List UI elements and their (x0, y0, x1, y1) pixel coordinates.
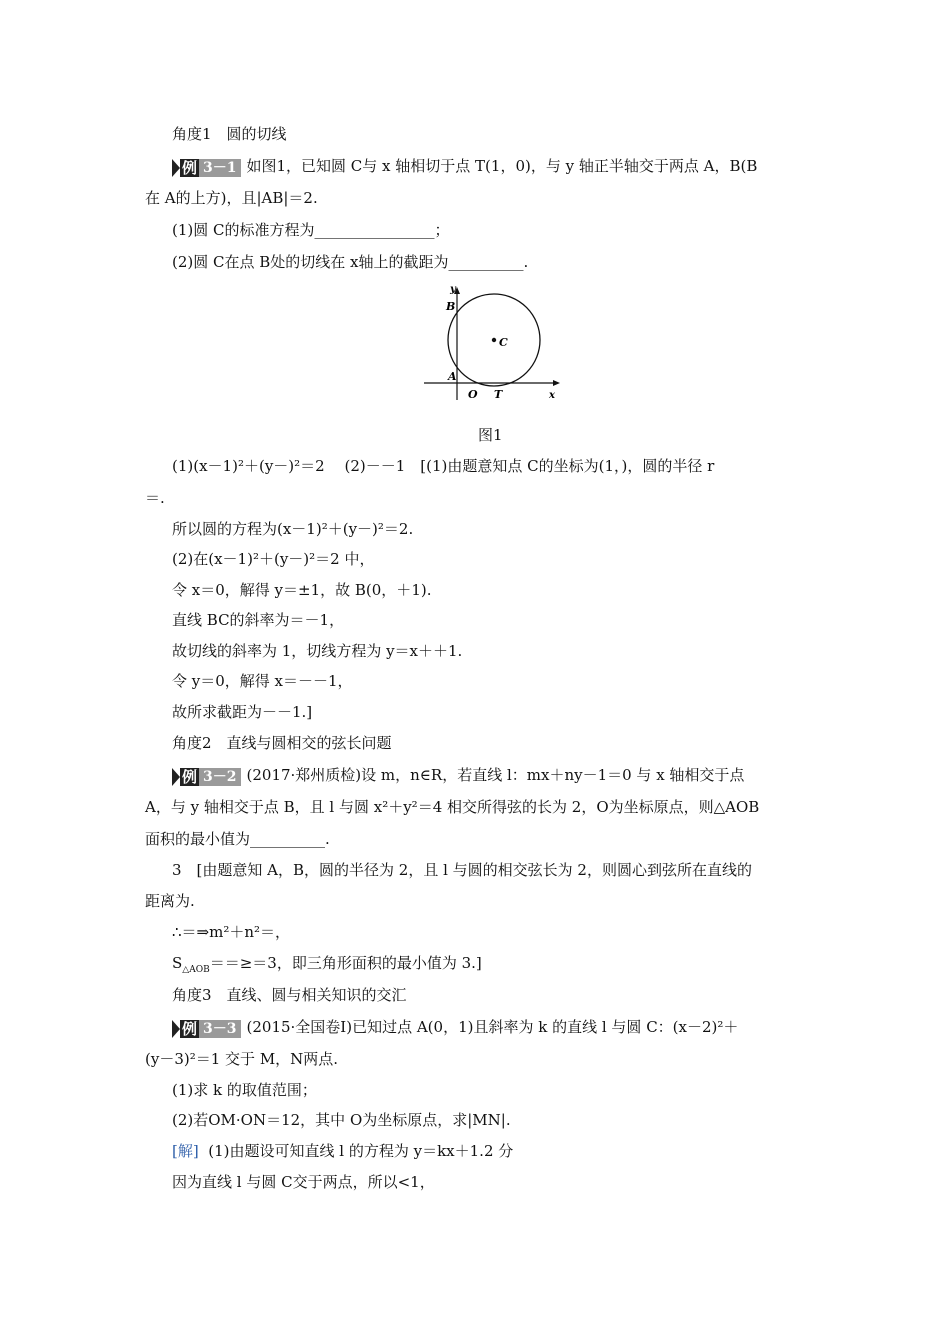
example-3-2-stem-line2: A，与 y 轴相交于点 B，且 l 与圆 x²＋y²＝4 相交所得弦的长为 2，O为坐标原点，则△AOB (145, 798, 760, 816)
example-3-3-stem-line1 (172, 1017, 738, 1038)
example-badge (172, 768, 241, 786)
label-t: T (494, 388, 503, 401)
solution-step-6: 令 y＝0，解得 x＝－－1， (172, 672, 353, 690)
solution-step-5: 故切线的斜率为 1，切线方程为 y＝x＋＋1. (172, 642, 463, 660)
badge-label: 例 (182, 768, 198, 786)
example-3-3-question1: (1)求 k 的取值范围； (172, 1081, 317, 1099)
example-3-2-answer-line2: 距离为. (145, 892, 195, 910)
triangle-marker-icon (172, 1020, 180, 1038)
example-badge (172, 159, 241, 177)
solution-step-8: ∴＝⇒m²＋n²＝， (172, 923, 291, 941)
area-text: ＝＝≥＝3，即三角形面积的最小值为 3.] (209, 954, 482, 972)
solution-step-4: 直线 BC的斜率为＝－1， (172, 611, 345, 629)
solution-step-2: (2)在(x－1)²＋(y－)²＝2 中， (172, 550, 375, 568)
label-b: B (446, 300, 456, 313)
solution-step-3: 令 x＝0，解得 y＝±1，故 B(0，＋1). (172, 581, 432, 599)
stem-text: (2017·郑州质检)设 m，n∈R，若直线 l：mx＋ny－1＝0 与 x 轴相交于点 (246, 766, 745, 784)
solution-marker: [解] (172, 1142, 199, 1160)
example-3-3-stem-line2: (y－3)²＝1 交于 M，N两点. (145, 1050, 339, 1068)
figure-1-circle-diagram (410, 282, 570, 407)
example-3-1-answer-line2: ＝. (145, 489, 165, 507)
example-3-2-stem-line1 (172, 765, 744, 786)
section-heading-angle1: 角度1 圆的切线 (172, 125, 287, 143)
example-3-2-stem-line3: 面积的最小值为__________. (145, 830, 330, 848)
area-subscript: △AOB (182, 965, 210, 975)
example-3-3-solution-line2: 因为直线 l 与圆 C交于两点，所以<1， (172, 1173, 435, 1191)
example-3-3-question2: (2)若OM·ON＝12，其中 O为坐标原点，求|MN|. (172, 1111, 511, 1129)
solution-step-1: 所以圆的方程为(x－1)²＋(y－)²＝2. (172, 520, 414, 538)
label-x: x (549, 390, 555, 401)
triangle-marker-icon (172, 159, 180, 177)
badge-number: 3－1 (199, 159, 240, 177)
triangle-marker-icon (172, 768, 180, 786)
example-3-1-stem-line1 (172, 156, 757, 177)
badge-number: 3－2 (199, 768, 240, 786)
section-heading-angle2: 角度2 直线与圆相交的弦长问题 (172, 734, 392, 752)
badge-label: 例 (182, 159, 198, 177)
example-3-1-answer-line1: (1)(x－1)²＋(y－)²＝2 (2)－－1 [(1)由题意知点 C的坐标为(1，)，圆的半径 r (172, 457, 715, 475)
area-symbol: S (172, 954, 183, 972)
stem-text: (2015·全国卷Ⅰ)已知过点 A(0，1)且斜率为 k 的直线 l 与圆 C：(x－2)²＋ (246, 1018, 739, 1036)
label-o: O (468, 388, 478, 401)
solution-text: (1)由题设可知直线 l 的方程为 y＝kx＋1.2 分 (208, 1142, 514, 1160)
section-heading-angle3: 角度3 直线、圆与相关知识的交汇 (172, 986, 407, 1004)
center-point-c (492, 338, 496, 342)
example-3-1-stem-line2: 在 A的上方)，且|AB|＝2. (145, 189, 318, 207)
example-3-3-solution-line1 (172, 1141, 513, 1161)
label-a: A (448, 370, 457, 383)
solution-step-7: 故所求截距为－－1.] (172, 703, 313, 721)
badge-number: 3－3 (199, 1020, 240, 1038)
example-3-2-answer-line1: 3 [由题意知 A，B，圆的半径为 2，且 l 与圆的相交弦长为 2，则圆心到弦所在直线的 (172, 861, 752, 879)
figure-1-caption: 图1 (478, 426, 503, 444)
example-badge (172, 1020, 241, 1038)
example-3-1-question1: (1)圆 C的标准方程为________________； (172, 221, 450, 239)
x-axis-arrow-icon (553, 380, 560, 386)
example-3-1-question2: (2)圆 C在点 B处的切线在 x轴上的截距为__________. (172, 253, 529, 271)
badge-label: 例 (182, 1020, 198, 1038)
solution-step-9 (172, 953, 482, 980)
label-c: C (499, 336, 508, 349)
stem-text: 如图1，已知圆 C与 x 轴相切于点 T(1，0)，与 y 轴正半轴交于两点 A，B(B (246, 157, 758, 175)
label-y: y (450, 284, 456, 295)
